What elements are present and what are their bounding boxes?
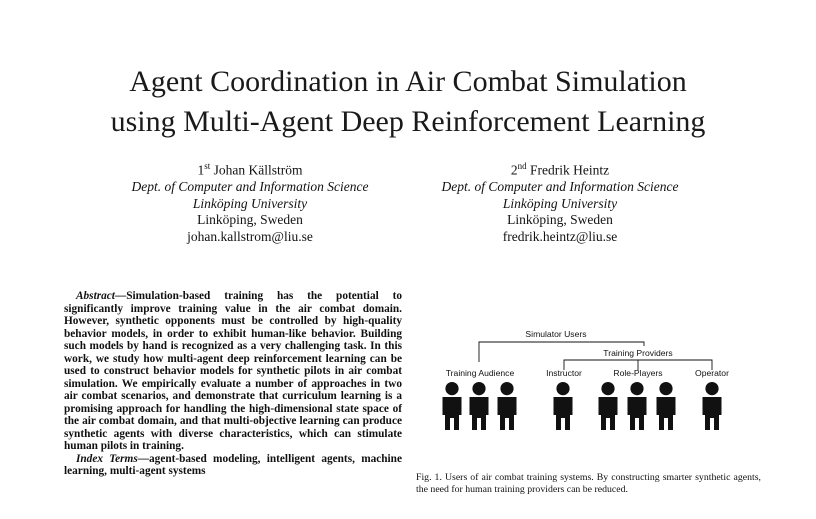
author-ordinal-suffix: st (204, 161, 211, 171)
abstract-text: —Simulation-based training has the potential to significantly improve training value in the air combat domain. However, synthetic opponents must be controlled by high-quality behavior models, in order to exhibit human-like behavior. Building such models by hand is recognized as a very challenging task. In this work, we study how multi-agent deep reinforcement learning can be used to construct behavior models for synthetic pilots in air combat simulation. We empirically evaluate a number of approaches in two air combat scenarios, and demonstrate that curriculum learning is a promising approach for handling the high-dimensional state space of the air combat domain, and that multi-objective learning can produce synthetic agents with diverse characteristics, which can stimulate human pilots in training. (64, 290, 402, 452)
author-university: Linköping University (502, 195, 618, 211)
author-name: Fredrik Heintz (530, 162, 610, 178)
person-icon (599, 382, 618, 430)
author-name-line (410, 158, 710, 179)
author-university: Linköping University (192, 195, 308, 211)
author-department: Dept. of Computer and Information Science (131, 179, 369, 194)
author-email: johan.kallstrom@liu.se (187, 228, 313, 244)
person-icon (443, 382, 462, 430)
author-name-line (100, 158, 400, 179)
person-icon (554, 382, 573, 430)
index-terms-text: —agent-based modeling, intelligent agents, machine learning, multi-agent systems (64, 452, 402, 477)
abstract-paragraph (64, 290, 402, 453)
paper-title (0, 62, 816, 142)
person-icon (657, 382, 676, 430)
label-training-audience: Training Audience (445, 368, 515, 378)
person-icon (470, 382, 489, 430)
person-icon (628, 382, 647, 430)
author-name: Johan Källström (213, 162, 303, 178)
author-email: fredrik.heintz@liu.se (502, 228, 618, 244)
index-terms-paragraph (64, 453, 402, 478)
figure-training-users (416, 326, 766, 462)
author-ordinal-suffix: nd (517, 161, 527, 171)
title-line-1: Agent Coordination in Air Combat Simulation (129, 65, 687, 98)
author-location: Linköping, Sweden (507, 212, 613, 227)
person-icon (703, 382, 722, 430)
author-block-1 (100, 158, 400, 245)
label-training-providers: Training Providers (603, 348, 673, 358)
abstract (64, 290, 402, 478)
author-department: Dept. of Computer and Information Science (441, 179, 679, 194)
label-role-players: Role-Players (613, 368, 663, 378)
label-instructor: Instructor (546, 368, 582, 378)
index-terms-label: Index Terms (76, 452, 138, 465)
label-operator: Operator (695, 368, 729, 378)
title-line-2: using Multi-Agent Deep Reinforcement Learning (110, 105, 706, 138)
label-simulator-users: Simulator Users (525, 329, 587, 339)
author-location: Linköping, Sweden (197, 212, 303, 227)
abstract-label: Abstract (76, 290, 115, 302)
figure-caption: Fig. 1. Users of air combat training systems. By constructing smarter synthetic agents, the need for human training providers can be reduced. (416, 472, 761, 495)
author-ordinal: 2 (510, 162, 518, 178)
author-ordinal: 1 (197, 162, 205, 178)
person-icon (498, 382, 517, 430)
author-block-2 (410, 158, 710, 245)
